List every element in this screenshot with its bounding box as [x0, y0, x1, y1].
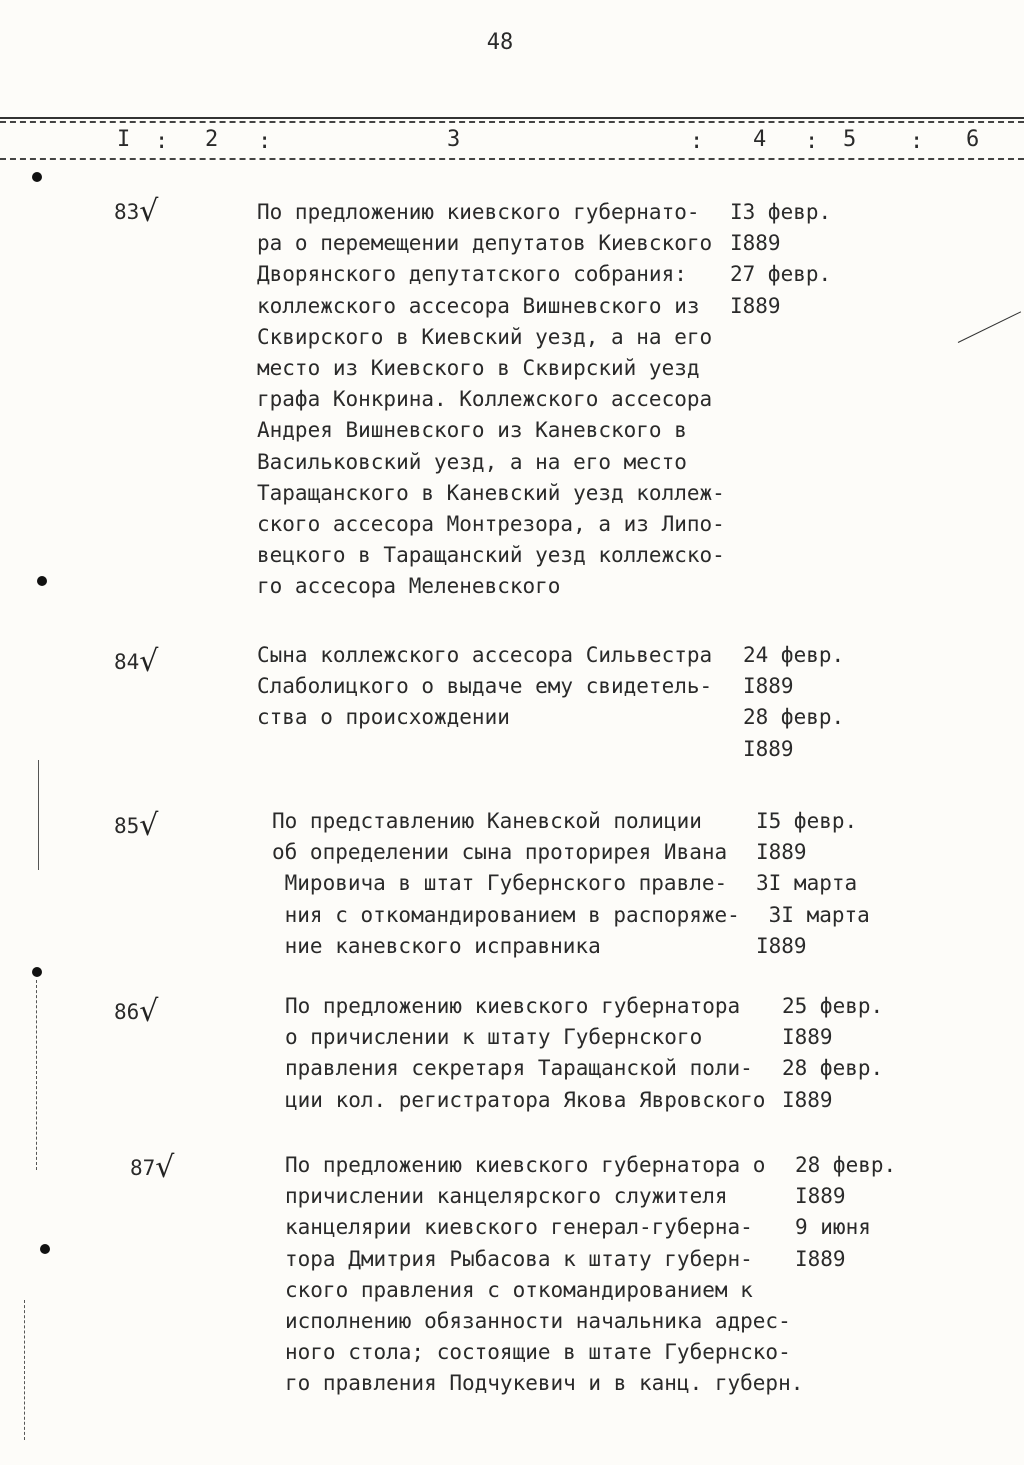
entry-dates: I3 февр. I889 27 февр. I889 [730, 200, 832, 318]
checkmark-icon: √ [139, 994, 159, 1029]
column-separator: : [258, 129, 272, 154]
entry-number [114, 644, 158, 679]
margin-mark [24, 1300, 25, 1440]
entry-dates: I5 февр. I889 3I марта 3I марта I889 [756, 809, 870, 958]
entry-number-text: 87 [130, 1156, 156, 1180]
entry-number [130, 1150, 174, 1185]
header-dashed-rule-top [0, 121, 1024, 123]
checkmark-icon: √ [139, 644, 159, 679]
checkmark-icon: √ [139, 808, 159, 843]
punch-hole [37, 576, 47, 586]
entry-number-text: 84 [114, 650, 140, 674]
entry-number-text: 83 [114, 200, 140, 224]
column-header-3: 3 [447, 127, 461, 152]
header-dashed-rule-bottom [0, 158, 1024, 160]
column-separator: : [910, 129, 924, 154]
column-separator: : [690, 129, 704, 154]
entry-dates: 24 февр. I889 28 февр. I889 [743, 643, 845, 761]
entry-description: По предложению киевского губернатора о причислении к штату Губернского правления секретаря Таращанской поли- ции кол. регистратора Якова Явровского [285, 994, 766, 1112]
entry-description: По предложению киевского губернато- ра о перемещении депутатов Киевского Дворянского депутатского собрания: коллежского ассесора Вишневского из Сквирского в Киевский уезд, а на его место из Киевского в Сквирский уезд графа Конкрина. Коллежского ассесора Андрея Вишневского из Каневского в Васильковский уезд, а на его место Таращанского в Каневский уезд коллеж- ского ассесора Монтрезора, а из Липо- вецкого в Таращанский уезд коллежско- го ассесора Меленевского [257, 200, 725, 599]
entry-description: Сына коллежского ассесора Сильвестра Слаболицкого о выдаче ему свидетель- ства о происхождении [257, 643, 713, 730]
column-header-2: 2 [205, 127, 219, 152]
entry-dates: 28 февр. I889 9 июня I889 [795, 1153, 897, 1271]
checkmark-icon: √ [139, 194, 159, 229]
margin-mark [36, 980, 37, 1170]
column-header-6: 6 [966, 127, 980, 152]
punch-hole [32, 967, 42, 977]
column-header-4: 4 [753, 127, 767, 152]
entry-number-text: 86 [114, 1000, 140, 1024]
punch-hole [32, 172, 42, 182]
column-header-5: 5 [843, 127, 857, 152]
entry-dates: 25 февр. I889 28 февр. I889 [782, 994, 884, 1112]
page-number: 48 [486, 30, 514, 55]
column-header-1: I [117, 127, 131, 152]
column-separator: : [805, 129, 819, 154]
entry-description: По представлению Каневской полиции об определении сына проторирея Ивана Мировича в штат Губернского правле- ния с откомандированием в распоряже- ние каневского исправника [272, 809, 740, 958]
entry-number [114, 194, 158, 229]
stray-pen-mark [958, 311, 1021, 343]
checkmark-icon: √ [155, 1150, 175, 1185]
margin-mark [38, 760, 39, 870]
header-top-rule [0, 117, 1024, 119]
entry-number-text: 85 [114, 814, 140, 838]
punch-hole [40, 1244, 50, 1254]
entry-number [114, 994, 158, 1029]
entry-number [114, 808, 158, 843]
column-separator: : [155, 129, 169, 154]
entry-description: По предложению киевского губернатора о причислении канцелярского служителя канцелярии киевского генерал-губерна- тора Дмитрия Рыбасова к штату губерн- ского правления с откомандированием к исполнению обязанности начальника адрес- ного стола; состоящие в штате Губернско- го правления Подчукевич и в канц. губерн. [285, 1153, 804, 1396]
